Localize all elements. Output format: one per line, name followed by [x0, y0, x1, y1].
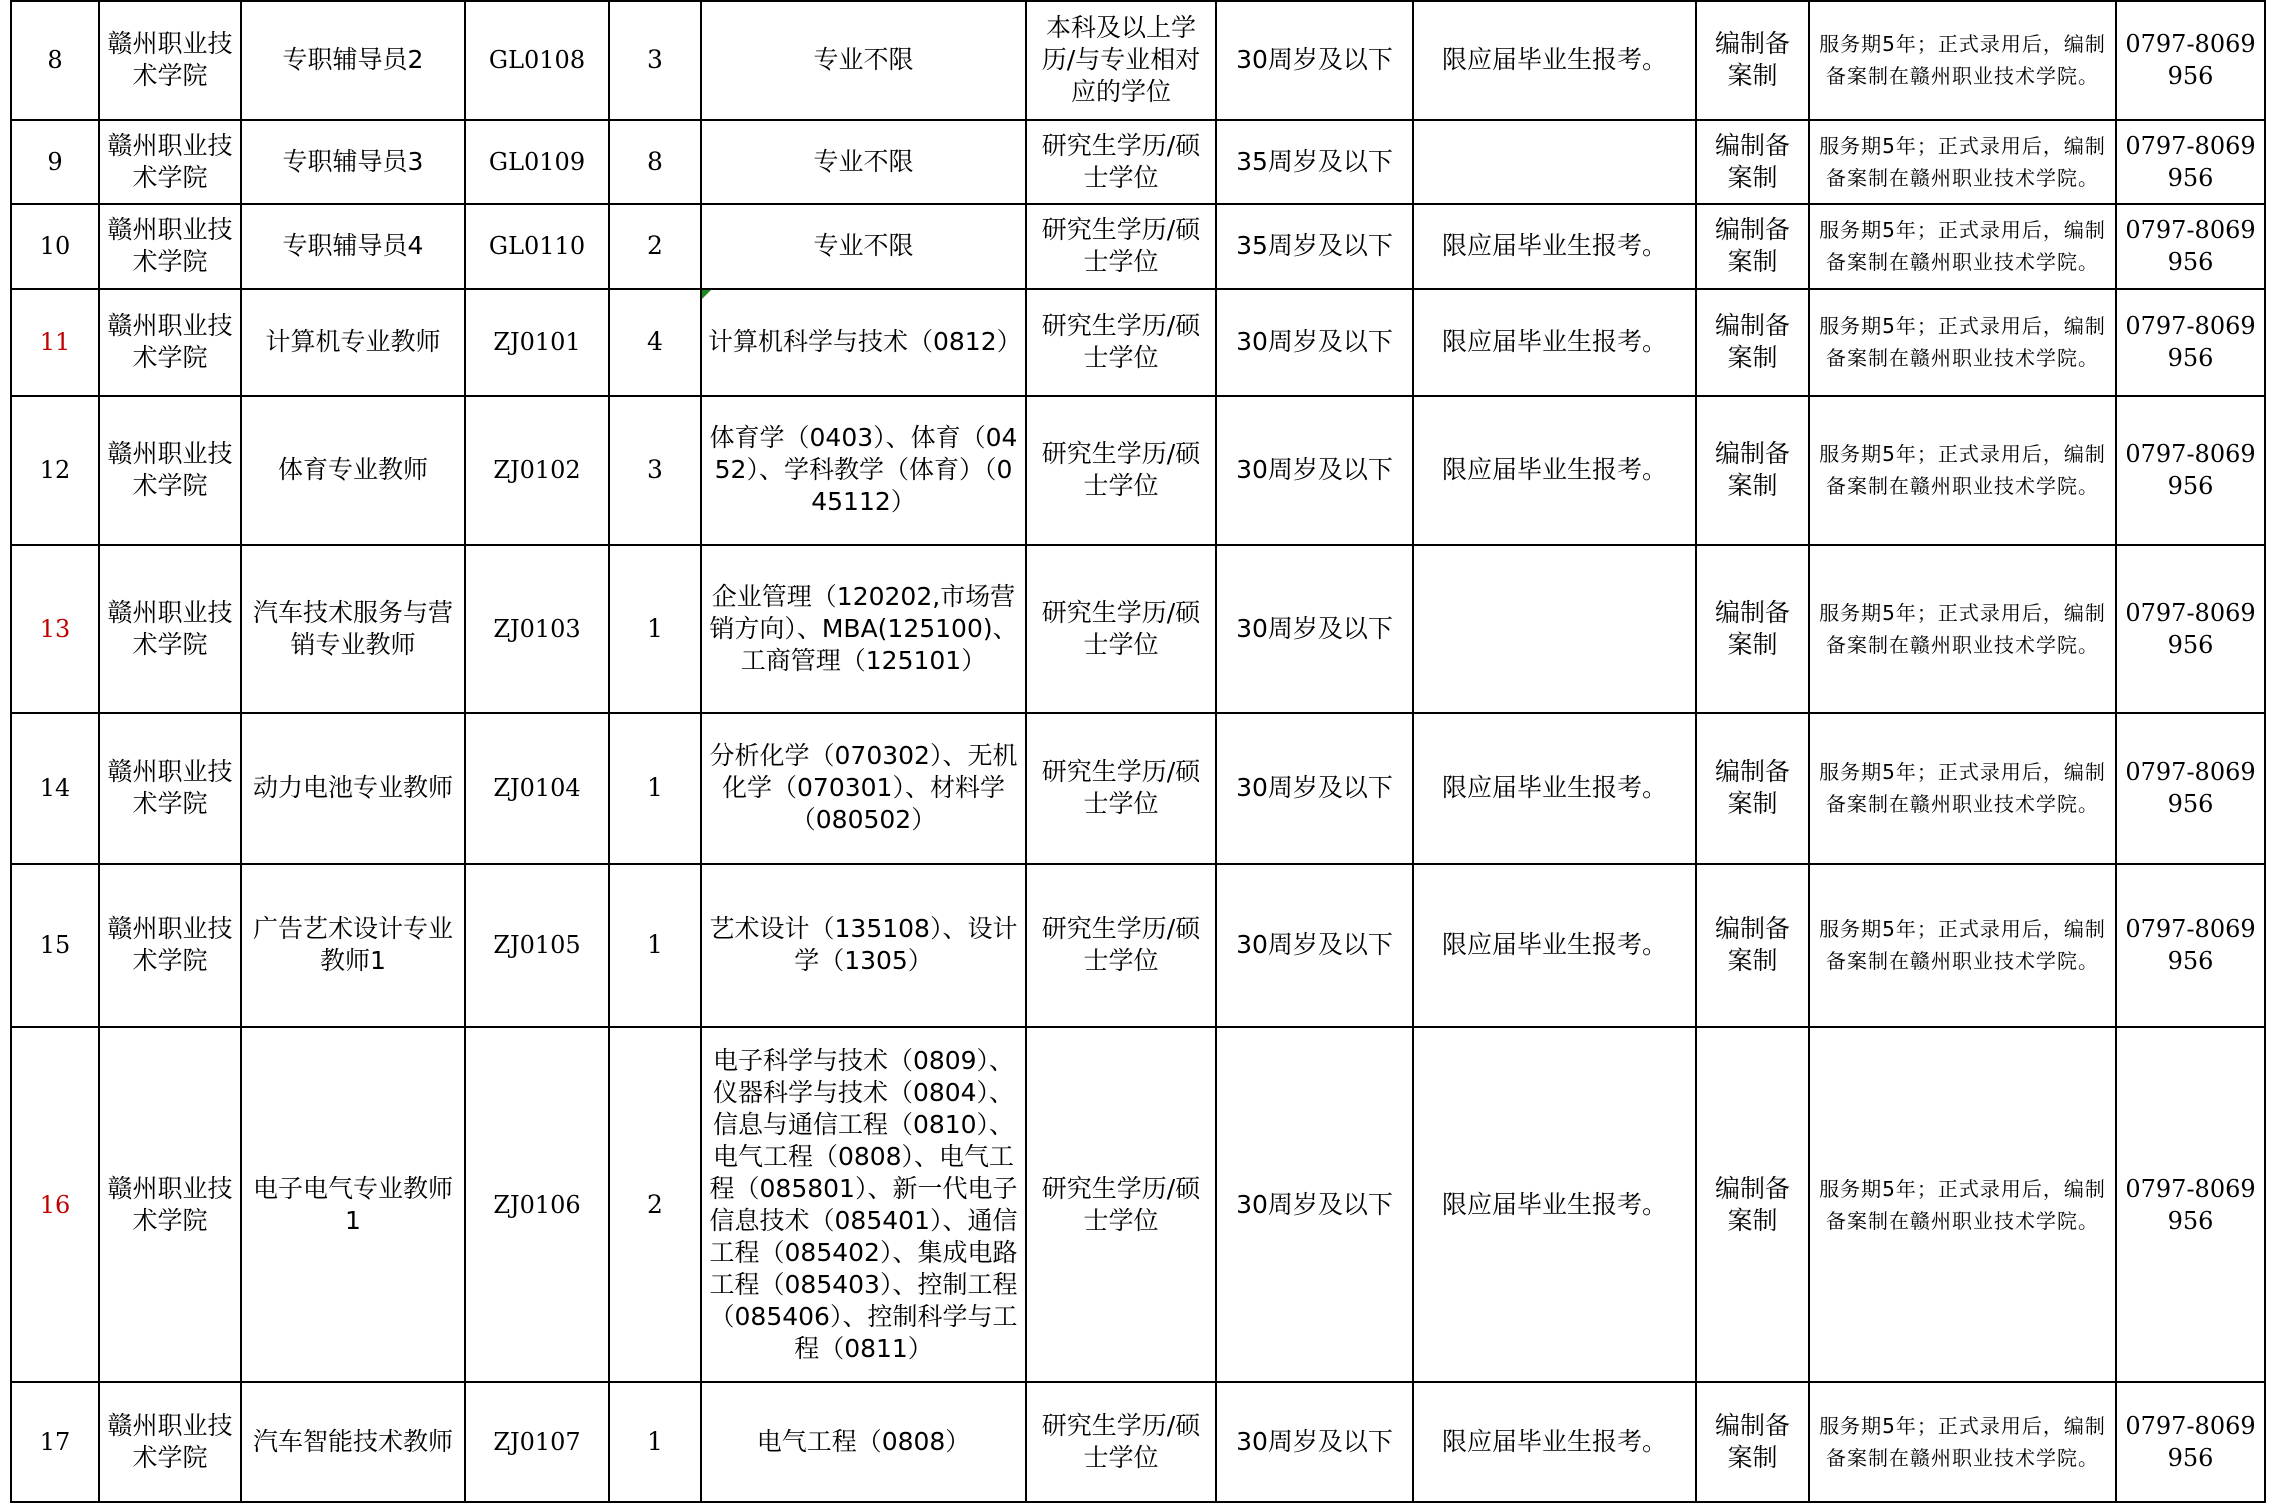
hire-count: 3: [609, 1, 701, 120]
unit-name: 赣州职业技术学院: [99, 289, 241, 397]
post-name: 体育专业教师: [241, 396, 465, 545]
table-row: [11, 1382, 2265, 1502]
table-row: [11, 204, 2265, 288]
education-requirement: 研究生学历/硕士学位: [1026, 713, 1216, 864]
other-requirement: 限应届毕业生报考。: [1413, 713, 1696, 864]
post-name: 专职辅导员2: [241, 1, 465, 120]
hire-count: 2: [609, 1027, 701, 1382]
post-name: 专职辅导员4: [241, 204, 465, 288]
education-requirement: 研究生学历/硕士学位: [1026, 1027, 1216, 1382]
other-requirement: 限应届毕业生报考。: [1413, 396, 1696, 545]
age-requirement: 30周岁及以下: [1216, 713, 1413, 864]
education-requirement: 研究生学历/硕士学位: [1026, 204, 1216, 288]
staffing-type: 编制备案制: [1696, 1382, 1809, 1502]
other-requirement: 限应届毕业生报考。: [1413, 864, 1696, 1028]
staffing-type: 编制备案制: [1696, 713, 1809, 864]
contact-phone: 0797-8069956: [2116, 396, 2265, 545]
contact-phone: 0797-8069956: [2116, 1027, 2265, 1382]
age-requirement: 30周岁及以下: [1216, 545, 1413, 713]
major-requirement: 企业管理（120202,市场营销方向）、MBA(125100)、工商管理（125101）: [701, 545, 1026, 713]
contact-phone: 0797-8069956: [2116, 120, 2265, 204]
contact-phone: 0797-8069956: [2116, 1, 2265, 120]
age-requirement: 30周岁及以下: [1216, 289, 1413, 397]
remarks: 服务期5年；正式录用后，编制备案制在赣州职业技术学院。: [1809, 396, 2116, 545]
hire-count: 3: [609, 396, 701, 545]
row-number: 17: [11, 1382, 99, 1502]
post-code: GL0108: [465, 1, 609, 120]
major-requirement: 专业不限: [701, 204, 1026, 288]
major-requirement: 专业不限: [701, 1, 1026, 120]
staffing-type: 编制备案制: [1696, 545, 1809, 713]
table-row: [11, 713, 2265, 864]
education-requirement: 研究生学历/硕士学位: [1026, 120, 1216, 204]
row-number: 9: [11, 120, 99, 204]
unit-name: 赣州职业技术学院: [99, 1382, 241, 1502]
unit-name: 赣州职业技术学院: [99, 396, 241, 545]
table-row: [11, 1027, 2265, 1382]
other-requirement: 限应届毕业生报考。: [1413, 289, 1696, 397]
post-code: GL0109: [465, 120, 609, 204]
unit-name: 赣州职业技术学院: [99, 713, 241, 864]
recruitment-table: [10, 0, 2266, 1503]
row-number: 12: [11, 396, 99, 545]
staffing-type: 编制备案制: [1696, 1, 1809, 120]
post-code: GL0110: [465, 204, 609, 288]
age-requirement: 35周岁及以下: [1216, 120, 1413, 204]
post-name: 汽车技术服务与营销专业教师: [241, 545, 465, 713]
major-requirement: 计算机科学与技术（0812）: [701, 289, 1026, 397]
unit-name: 赣州职业技术学院: [99, 1, 241, 120]
staffing-type: 编制备案制: [1696, 204, 1809, 288]
table-body: [11, 1, 2265, 1502]
age-requirement: 30周岁及以下: [1216, 864, 1413, 1028]
row-number: 11: [11, 289, 99, 397]
remarks: 服务期5年；正式录用后，编制备案制在赣州职业技术学院。: [1809, 713, 2116, 864]
staffing-type: 编制备案制: [1696, 864, 1809, 1028]
contact-phone: 0797-8069956: [2116, 289, 2265, 397]
other-requirement: 限应届毕业生报考。: [1413, 1382, 1696, 1502]
major-requirement: 电子科学与技术（0809）、仪器科学与技术（0804）、信息与通信工程（0810）、电气工程（0808）、电气工程（085801）、新一代电子信息技术（085401）、通信工程（085402）、集成电路工程（085403）、控制工程（085406）、控制科学与工程（0811）: [701, 1027, 1026, 1382]
education-requirement: 研究生学历/硕士学位: [1026, 396, 1216, 545]
major-requirement: 专业不限: [701, 120, 1026, 204]
remarks: 服务期5年；正式录用后，编制备案制在赣州职业技术学院。: [1809, 1027, 2116, 1382]
post-name: 电子电气专业教师1: [241, 1027, 465, 1382]
post-code: ZJ0106: [465, 1027, 609, 1382]
education-requirement: 研究生学历/硕士学位: [1026, 864, 1216, 1028]
remarks: 服务期5年；正式录用后，编制备案制在赣州职业技术学院。: [1809, 289, 2116, 397]
remarks: 服务期5年；正式录用后，编制备案制在赣州职业技术学院。: [1809, 545, 2116, 713]
remarks: 服务期5年；正式录用后，编制备案制在赣州职业技术学院。: [1809, 864, 2116, 1028]
education-requirement: 研究生学历/硕士学位: [1026, 1382, 1216, 1502]
remarks: 服务期5年；正式录用后，编制备案制在赣州职业技术学院。: [1809, 120, 2116, 204]
table-row: [11, 545, 2265, 713]
post-name: 广告艺术设计专业教师1: [241, 864, 465, 1028]
row-number: 10: [11, 204, 99, 288]
education-requirement: 研究生学历/硕士学位: [1026, 545, 1216, 713]
unit-name: 赣州职业技术学院: [99, 1027, 241, 1382]
contact-phone: 0797-8069956: [2116, 204, 2265, 288]
major-requirement: 体育学（0403）、体育（0452）、学科教学（体育）（045112）: [701, 396, 1026, 545]
contact-phone: 0797-8069956: [2116, 1382, 2265, 1502]
row-number: 8: [11, 1, 99, 120]
major-requirement: 分析化学（070302）、无机化学（070301）、材料学（080502）: [701, 713, 1026, 864]
hire-count: 1: [609, 713, 701, 864]
unit-name: 赣州职业技术学院: [99, 120, 241, 204]
row-number: 16: [11, 1027, 99, 1382]
hire-count: 1: [609, 864, 701, 1028]
comment-marker-icon: [702, 290, 711, 299]
post-code: ZJ0105: [465, 864, 609, 1028]
post-name: 专职辅导员3: [241, 120, 465, 204]
unit-name: 赣州职业技术学院: [99, 864, 241, 1028]
education-requirement: 本科及以上学历/与专业相对应的学位: [1026, 1, 1216, 120]
contact-phone: 0797-8069956: [2116, 864, 2265, 1028]
post-code: ZJ0104: [465, 713, 609, 864]
post-code: ZJ0101: [465, 289, 609, 397]
other-requirement: 限应届毕业生报考。: [1413, 1, 1696, 120]
staffing-type: 编制备案制: [1696, 120, 1809, 204]
other-requirement: 限应届毕业生报考。: [1413, 204, 1696, 288]
remarks: 服务期5年；正式录用后，编制备案制在赣州职业技术学院。: [1809, 204, 2116, 288]
other-requirement: [1413, 545, 1696, 713]
post-code: ZJ0103: [465, 545, 609, 713]
hire-count: 1: [609, 545, 701, 713]
hire-count: 2: [609, 204, 701, 288]
education-requirement: 研究生学历/硕士学位: [1026, 289, 1216, 397]
table-row: [11, 1, 2265, 120]
table-row: [11, 289, 2265, 397]
contact-phone: 0797-8069956: [2116, 713, 2265, 864]
contact-phone: 0797-8069956: [2116, 545, 2265, 713]
row-number: 14: [11, 713, 99, 864]
hire-count: 4: [609, 289, 701, 397]
major-requirement: 艺术设计（135108）、设计学（1305）: [701, 864, 1026, 1028]
post-name: 动力电池专业教师: [241, 713, 465, 864]
remarks: 服务期5年；正式录用后，编制备案制在赣州职业技术学院。: [1809, 1382, 2116, 1502]
age-requirement: 35周岁及以下: [1216, 204, 1413, 288]
unit-name: 赣州职业技术学院: [99, 204, 241, 288]
post-code: ZJ0102: [465, 396, 609, 545]
remarks: 服务期5年；正式录用后，编制备案制在赣州职业技术学院。: [1809, 1, 2116, 120]
staffing-type: 编制备案制: [1696, 1027, 1809, 1382]
age-requirement: 30周岁及以下: [1216, 1382, 1413, 1502]
other-requirement: 限应届毕业生报考。: [1413, 1027, 1696, 1382]
hire-count: 1: [609, 1382, 701, 1502]
major-requirement: 电气工程（0808）: [701, 1382, 1026, 1502]
post-name: 计算机专业教师: [241, 289, 465, 397]
other-requirement: [1413, 120, 1696, 204]
table-row: [11, 396, 2265, 545]
post-name: 汽车智能技术教师: [241, 1382, 465, 1502]
post-code: ZJ0107: [465, 1382, 609, 1502]
row-number: 15: [11, 864, 99, 1028]
age-requirement: 30周岁及以下: [1216, 396, 1413, 545]
age-requirement: 30周岁及以下: [1216, 1, 1413, 120]
hire-count: 8: [609, 120, 701, 204]
table-row: [11, 864, 2265, 1028]
age-requirement: 30周岁及以下: [1216, 1027, 1413, 1382]
staffing-type: 编制备案制: [1696, 396, 1809, 545]
staffing-type: 编制备案制: [1696, 289, 1809, 397]
table-row: [11, 120, 2265, 204]
unit-name: 赣州职业技术学院: [99, 545, 241, 713]
row-number: 13: [11, 545, 99, 713]
